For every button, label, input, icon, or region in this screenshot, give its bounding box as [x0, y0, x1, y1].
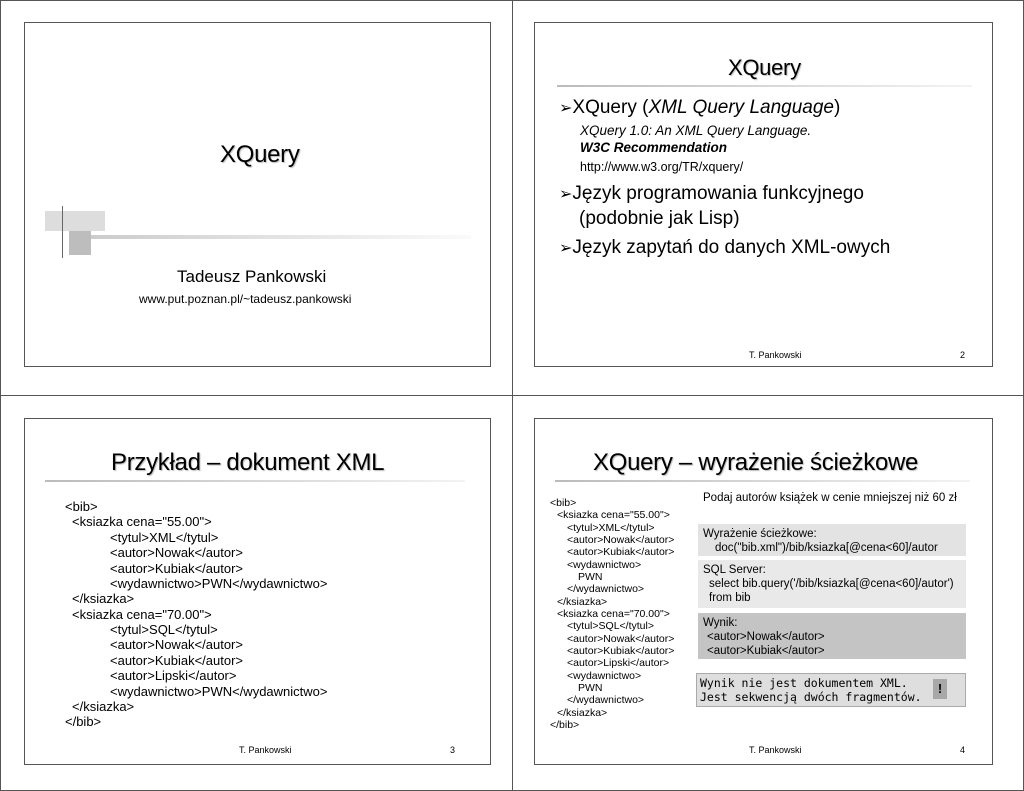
code-line: <bib> [550, 497, 577, 509]
slide-1 [24, 22, 491, 367]
exclamation-icon: ! [933, 679, 947, 699]
code-line: </ksiazka> [72, 699, 135, 714]
slide-4 [534, 418, 993, 765]
author-url: www.put.poznan.pl/~tadeusz.pankowski [139, 292, 352, 306]
code-line: <autor>Nowak</autor> [110, 545, 243, 560]
code-line: <ksiazka cena="70.00"> [72, 607, 212, 622]
bullet-2-line-2: (podobnie jak Lisp) [579, 208, 740, 229]
bullet-1-sub-2: W3C Recommendation [580, 140, 728, 155]
code-line: <ksiazka cena="70.00"> [557, 608, 670, 620]
code-line: <ksiazka cena="55.00"> [72, 514, 212, 529]
note-box [696, 673, 966, 707]
code-line: <autor>Kubiak</autor> [567, 546, 675, 558]
bullet-1-sub-3: http://www.w3.org/TR/xquery/ [580, 160, 744, 174]
code-line: </wydawnictwo> [567, 694, 645, 706]
slide-title: XQuery – wyrażenie ścieżkowe [593, 449, 919, 476]
slide-3 [24, 418, 491, 765]
code-line: <wydawnictwo> [567, 670, 642, 682]
code-line: <autor>Nowak</autor> [567, 633, 675, 645]
code-line: <wydawnictwo>PWN</wydawnictwo> [110, 576, 328, 591]
code-line: </ksiazka> [557, 707, 608, 719]
page-number: 4 [960, 745, 966, 755]
slide-2 [534, 22, 993, 367]
title-rule [557, 85, 972, 87]
slide-title: XQuery [220, 141, 300, 168]
code-line: <autor>Lipski</autor> [567, 657, 670, 669]
footer-author: T. Pankowski [239, 745, 292, 755]
code-line: <autor>Nowak</autor> [567, 534, 675, 546]
sql-server-box [698, 560, 966, 608]
page-number: 2 [960, 350, 966, 360]
result-label: Wynik: [703, 617, 738, 629]
horizontal-divider [0, 395, 1024, 396]
bullet-arrow-icon: ➢ [559, 100, 573, 117]
code-line: <tytul>SQL</tytul> [110, 622, 218, 637]
sql-label: SQL Server: [703, 564, 766, 576]
slide-title: Przykład – dokument XML [111, 449, 385, 476]
note-line: Wynik nie jest dokumentem XML. [700, 676, 908, 690]
author-name: Tadeusz Pankowski [177, 267, 327, 286]
bullet-arrow-icon: ➢ [559, 186, 573, 203]
footer-author: T. Pankowski [749, 745, 802, 755]
code-line: <ksiazka cena="55.00"> [557, 509, 670, 521]
code-line: <autor>Lipski</autor> [110, 668, 237, 683]
code-line: <tytul>XML</tytul> [567, 522, 655, 534]
code-line: </bib> [65, 714, 102, 729]
code-line: </ksiazka> [72, 591, 135, 606]
code-line: <wydawnictwo> [567, 559, 642, 571]
bullet-1-sub-1: XQuery 1.0: An XML Query Language. [580, 123, 812, 138]
title-rule [555, 480, 970, 482]
code-line: </wydawnictwo> [567, 583, 645, 595]
title-rule [45, 480, 465, 482]
code-line: </bib> [550, 719, 580, 731]
code-line: </ksiazka> [557, 596, 608, 608]
note-line: Jest sekwencją dwóch fragmentów. [700, 690, 922, 704]
bullet-3: ➢Język zapytań do danych XML-owych [559, 237, 891, 258]
bullet-2: ➢Język programowania funkcyjnego [559, 183, 864, 204]
path-expression: doc("bib.xml")/bib/ksiazka[@cena<60]/autor [715, 542, 938, 554]
result-line: <autor>Kubiak</autor> [707, 645, 825, 657]
path-expression-box [698, 524, 966, 556]
code-line: <autor>Kubiak</autor> [110, 561, 243, 576]
code-line: PWN [578, 571, 603, 583]
code-line: <tytul>SQL</tytul> [567, 620, 654, 632]
bullet-1: ➢XQuery (XML Query Language) [559, 97, 841, 118]
code-line: <autor>Nowak</autor> [110, 637, 243, 652]
slide-title: XQuery [728, 55, 801, 80]
result-line: <autor>Nowak</autor> [707, 631, 825, 643]
code-line: <autor>Kubiak</autor> [567, 645, 675, 657]
question-text: Podaj autorów książek w cenie mniejszej niż 60 zł [703, 492, 957, 504]
path-label: Wyrażenie ścieżkowe: [703, 528, 817, 540]
footer-author: T. Pankowski [749, 350, 802, 360]
bullet-arrow-icon: ➢ [559, 240, 573, 257]
page-number: 3 [450, 745, 456, 755]
result-box [698, 613, 966, 659]
code-line: <bib> [65, 499, 98, 514]
code-line: <autor>Kubiak</autor> [110, 653, 243, 668]
code-line: <wydawnictwo>PWN</wydawnictwo> [110, 684, 328, 699]
sql-from: from bib [709, 592, 751, 604]
code-line: <tytul>XML</tytul> [110, 530, 219, 545]
sql-query: select bib.query('/bib/ksiazka[@cena<60]/autor') [709, 578, 954, 590]
code-line: PWN [578, 682, 603, 694]
